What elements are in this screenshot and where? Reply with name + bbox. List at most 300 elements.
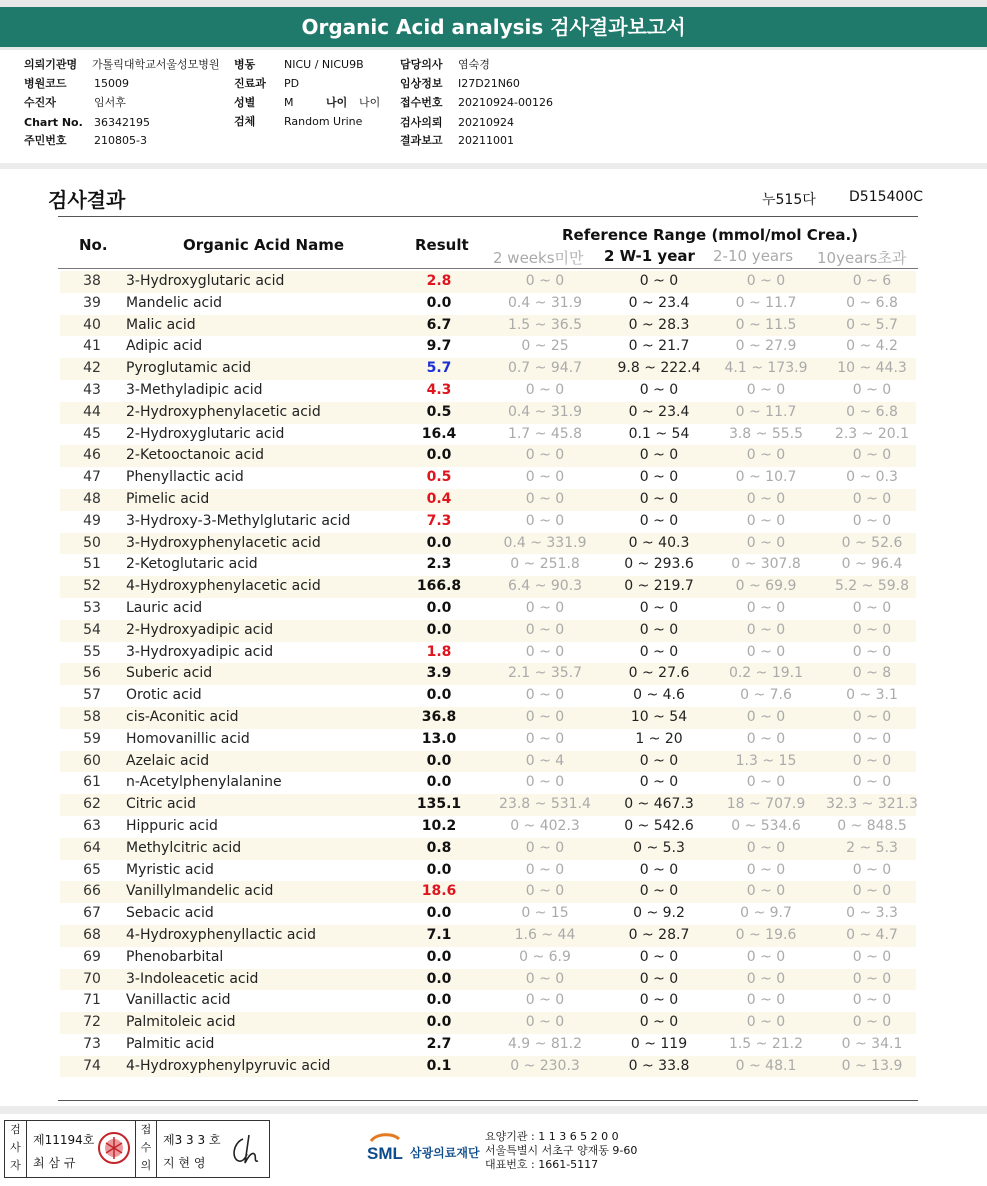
- result-value: 0.5: [426, 469, 452, 486]
- ref-range-over-10y: 0 ~ 0: [852, 1014, 892, 1031]
- row-number: 52: [83, 578, 101, 595]
- ref-range-under-2-weeks: 0 ~ 230.3: [510, 1057, 580, 1074]
- ref-range-2-10y: 0 ~ 0: [746, 730, 786, 747]
- ref-range-2w-1y: 0 ~ 293.6: [624, 556, 694, 573]
- row-number: 54: [83, 621, 101, 638]
- table-row: [60, 402, 916, 424]
- ref-range-2w-1y: 0 ~ 23.4: [628, 294, 690, 311]
- ref-range-2w-1y: 0 ~ 467.3: [624, 796, 694, 813]
- ref-range-over-10y: 0 ~ 6.8: [846, 294, 898, 311]
- ref-range-over-10y: 0 ~ 0: [852, 447, 892, 464]
- table-row: [60, 947, 916, 969]
- ref-range-2-10y: 3.8 ~ 55.5: [728, 425, 804, 442]
- row-number: 60: [83, 752, 101, 769]
- info-value: 20211001: [458, 134, 514, 147]
- ref-range-under-2-weeks: 0 ~ 402.3: [510, 817, 580, 834]
- ref-range-over-10y: 0 ~ 0: [852, 730, 892, 747]
- ref-range-under-2-weeks: 0.4 ~ 31.9: [507, 294, 583, 311]
- age-group-header: 2-10 years: [713, 247, 794, 265]
- acid-name: 2-Hydroxyglutaric acid: [126, 425, 285, 442]
- ref-range-2-10y: 0 ~ 0: [746, 534, 786, 551]
- result-value: 0.4: [426, 490, 452, 507]
- ref-range-2w-1y: 0 ~ 0: [639, 948, 679, 965]
- info-label: 접수번호: [400, 96, 443, 109]
- result-value: 16.4: [421, 425, 457, 442]
- ref-range-over-10y: 5.2 ~ 59.8: [834, 578, 910, 595]
- ref-range-2w-1y: 0 ~ 40.3: [628, 534, 690, 551]
- organization-info: [485, 1130, 637, 1172]
- ref-range-over-10y: 0 ~ 0: [852, 490, 892, 507]
- result-value: 0.0: [426, 294, 452, 311]
- row-number: 61: [83, 774, 101, 791]
- acid-name: Pimelic acid: [126, 490, 210, 507]
- acid-name: Citric acid: [126, 796, 196, 813]
- row-number: 50: [83, 534, 101, 551]
- row-number: 49: [83, 512, 101, 529]
- ref-range-2w-1y: 1 ~ 20: [635, 730, 683, 747]
- ref-range-under-2-weeks: 0 ~ 0: [525, 512, 565, 529]
- ref-range-under-2-weeks: 0 ~ 0: [525, 970, 565, 987]
- ref-range-2w-1y: 0 ~ 0: [639, 381, 679, 398]
- ref-range-over-10y: 0 ~ 0: [852, 381, 892, 398]
- ref-range-2-10y: 0 ~ 0: [746, 883, 786, 900]
- table-rule-bottom: [58, 1100, 918, 1101]
- row-number: 46: [83, 447, 101, 464]
- ref-range-over-10y: 0 ~ 52.6: [841, 534, 903, 551]
- ref-range-2-10y: 0 ~ 0: [746, 992, 786, 1009]
- acid-name: 2-Hydroxyadipic acid: [126, 621, 274, 638]
- ref-range-under-2-weeks: 0 ~ 0: [525, 447, 565, 464]
- row-number: 45: [83, 425, 101, 442]
- table-row: [60, 707, 916, 729]
- info-label: Chart No.: [24, 116, 83, 129]
- acid-name: 3-Hydroxyglutaric acid: [126, 273, 285, 289]
- ref-range-2-10y: 0 ~ 11.7: [735, 294, 797, 311]
- ref-range-2w-1y: 0 ~ 0: [639, 1014, 679, 1031]
- ref-range-under-2-weeks: 0 ~ 0: [525, 469, 565, 486]
- table-row: [60, 511, 916, 533]
- report-code: 누515다: [762, 192, 816, 208]
- result-value: 5.7: [426, 360, 452, 377]
- result-value: 1.8: [426, 643, 452, 660]
- acid-name: 4-Hydroxyphenyllactic acid: [126, 926, 316, 943]
- info-label: 성별: [234, 96, 256, 109]
- ref-range-over-10y: 0 ~ 6: [852, 273, 892, 289]
- info-value: I27D21N60: [458, 77, 520, 90]
- info-value: 20210924: [458, 116, 514, 129]
- ref-range-2w-1y: 0 ~ 0: [639, 469, 679, 486]
- row-number: 58: [83, 708, 101, 725]
- result-value: 0.0: [426, 948, 452, 965]
- table-row: [60, 663, 916, 685]
- row-number: 73: [83, 1035, 101, 1052]
- ref-range-2-10y: 0 ~ 0: [746, 447, 786, 464]
- result-value: 2.7: [426, 1035, 452, 1052]
- acid-name: 3-Hydroxyphenylacetic acid: [126, 534, 321, 551]
- ref-range-under-2-weeks: 0 ~ 0: [525, 708, 565, 725]
- result-value: 10.2: [421, 817, 457, 834]
- ref-range-2w-1y: 0 ~ 119: [630, 1035, 688, 1052]
- table-row: [60, 293, 916, 315]
- column-header-reference: Reference Range (mmol/mol Crea.): [562, 226, 859, 244]
- ref-range-2-10y: 0 ~ 0: [746, 774, 786, 791]
- table-row: [60, 424, 916, 446]
- result-value: 9.7: [426, 338, 452, 355]
- info-label: 의뢰기관명: [24, 58, 78, 71]
- ref-range-over-10y: 0 ~ 0.3: [846, 469, 898, 486]
- reviewer-label: 접 수 의: [135, 1121, 157, 1177]
- result-value: 0.0: [426, 861, 452, 878]
- ref-range-2-10y: 0 ~ 19.6: [735, 926, 797, 943]
- separator-band: [0, 163, 987, 169]
- acid-name: Adipic acid: [126, 338, 203, 355]
- red-seal-icon: [97, 1131, 131, 1165]
- ref-range-2-10y: 0 ~ 307.8: [731, 556, 801, 573]
- acid-name: Palmitoleic acid: [126, 1014, 236, 1031]
- table-row: [60, 751, 916, 773]
- info-label: 병동: [234, 58, 256, 71]
- info-label: 검사의뢰: [400, 116, 443, 129]
- result-value: 0.0: [426, 905, 452, 922]
- ref-range-over-10y: 0 ~ 34.1: [841, 1035, 903, 1052]
- table-row: [60, 467, 916, 489]
- ref-range-2-10y: 0 ~ 69.9: [735, 578, 797, 595]
- svg-text:SML: SML: [367, 1144, 403, 1163]
- table-row: [60, 576, 916, 598]
- ref-range-under-2-weeks: 0 ~ 0: [525, 599, 565, 616]
- info-value: M: [284, 96, 294, 109]
- row-number: 47: [83, 469, 101, 486]
- ref-range-under-2-weeks: 0 ~ 0: [525, 839, 565, 856]
- row-number: 57: [83, 687, 101, 704]
- result-value: 0.0: [426, 970, 452, 987]
- result-value: 7.1: [426, 926, 452, 943]
- info-value: 염숙경: [458, 58, 490, 71]
- info-label: 결과보고: [400, 134, 443, 147]
- acid-name: Azelaic acid: [126, 752, 210, 769]
- row-number: 38: [83, 273, 101, 289]
- row-number: 41: [83, 338, 101, 355]
- ref-range-under-2-weeks: 1.5 ~ 36.5: [507, 316, 583, 333]
- info-value: NICU / NICU9B: [284, 58, 364, 71]
- age-value: 나이: [359, 96, 381, 109]
- signature-box: [4, 1120, 270, 1178]
- table-rule-top: [58, 216, 918, 217]
- ref-range-over-10y: 0 ~ 0: [852, 752, 892, 769]
- info-value: 가톨릭대학교서울성모병원: [92, 58, 220, 71]
- table-row: [60, 271, 916, 293]
- acid-name: 2-Hydroxyphenylacetic acid: [126, 403, 321, 420]
- ref-range-2-10y: 0 ~ 9.7: [740, 905, 792, 922]
- ref-range-2-10y: 0 ~ 0: [746, 643, 786, 660]
- ref-range-2w-1y: 0 ~ 23.4: [628, 403, 690, 420]
- ref-range-2w-1y: 0 ~ 27.6: [628, 665, 690, 682]
- ref-range-under-2-weeks: 0 ~ 0: [525, 730, 565, 747]
- ref-range-over-10y: 0 ~ 0: [852, 883, 892, 900]
- row-number: 69: [83, 948, 101, 965]
- table-row: [60, 903, 916, 925]
- acid-name: Mandelic acid: [126, 294, 223, 311]
- ref-range-2w-1y: 0 ~ 219.7: [624, 578, 694, 595]
- table-row: [60, 358, 916, 380]
- ref-range-2-10y: 0 ~ 0: [746, 708, 786, 725]
- ref-range-2w-1y: 0 ~ 21.7: [628, 338, 690, 355]
- ref-range-under-2-weeks: 0 ~ 251.8: [510, 556, 580, 573]
- result-value: 166.8: [416, 578, 462, 595]
- ref-range-2-10y: 1.3 ~ 15: [735, 752, 797, 769]
- table-row: [60, 729, 916, 751]
- ref-range-over-10y: 0 ~ 4.2: [846, 338, 898, 355]
- row-number: 56: [83, 665, 101, 682]
- result-value: 0.1: [426, 1057, 452, 1074]
- ref-range-under-2-weeks: 23.8 ~ 531.4: [499, 796, 591, 813]
- table-row: [60, 860, 916, 882]
- ref-range-over-10y: 0 ~ 0: [852, 970, 892, 987]
- table-row: [60, 794, 916, 816]
- table-row: [60, 1056, 916, 1078]
- report-title: Organic Acid analysis 검사결과보고서: [0, 7, 987, 47]
- inspector-license: 제11194호: [33, 1133, 95, 1147]
- result-value: 0.0: [426, 447, 452, 464]
- acid-name: 2-Ketooctanoic acid: [126, 447, 264, 464]
- acid-name: 4-Hydroxyphenylacetic acid: [126, 578, 321, 595]
- ref-range-under-2-weeks: 0 ~ 0: [525, 273, 565, 289]
- ref-range-under-2-weeks: 1.7 ~ 45.8: [507, 425, 583, 442]
- ref-range-2w-1y: 0 ~ 542.6: [624, 817, 694, 834]
- ref-range-under-2-weeks: 0 ~ 0: [525, 621, 565, 638]
- ref-range-over-10y: 0 ~ 5.7: [846, 316, 898, 333]
- ref-range-2w-1y: 0 ~ 0: [639, 970, 679, 987]
- ref-range-2-10y: 0 ~ 27.9: [735, 338, 797, 355]
- table-row: [60, 336, 916, 358]
- ref-range-over-10y: 0 ~ 0: [852, 512, 892, 529]
- ref-range-under-2-weeks: 0 ~ 15: [521, 905, 569, 922]
- ref-range-2w-1y: 0 ~ 0: [639, 599, 679, 616]
- ref-range-2-10y: 0 ~ 0: [746, 273, 786, 289]
- inspector-name: 최 삼 규: [33, 1156, 76, 1170]
- acid-name: Sebacic acid: [126, 905, 214, 922]
- table-row: [60, 772, 916, 794]
- row-number: 63: [83, 817, 101, 834]
- info-label: 검체: [234, 115, 256, 128]
- info-value: Random Urine: [284, 115, 363, 128]
- row-number: 59: [83, 730, 101, 747]
- ref-range-2w-1y: 0 ~ 0: [639, 273, 679, 289]
- age-group-header: 10years초과: [817, 249, 907, 267]
- ref-range-under-2-weeks: 0 ~ 0: [525, 883, 565, 900]
- ref-range-under-2-weeks: 0.7 ~ 94.7: [507, 360, 583, 377]
- table-row: [60, 685, 916, 707]
- ref-range-over-10y: 0 ~ 848.5: [837, 817, 907, 834]
- ref-range-2-10y: 0 ~ 534.6: [731, 817, 801, 834]
- ref-range-2w-1y: 0 ~ 4.6: [633, 687, 685, 704]
- ref-range-2w-1y: 0 ~ 0: [639, 883, 679, 900]
- acid-name: 3-Hydroxyadipic acid: [126, 643, 274, 660]
- ref-range-under-2-weeks: 1.6 ~ 44: [514, 926, 576, 943]
- info-label: 진료과: [234, 77, 266, 90]
- result-value: 0.0: [426, 687, 452, 704]
- table-row: [60, 380, 916, 402]
- result-value: 0.0: [426, 1014, 452, 1031]
- acid-name: Homovanillic acid: [126, 730, 250, 747]
- acid-name: Phenyllactic acid: [126, 469, 244, 486]
- acid-name: Hippuric acid: [126, 817, 218, 834]
- ref-range-over-10y: 0 ~ 0: [852, 708, 892, 725]
- result-value: 0.5: [426, 403, 452, 420]
- ref-range-2-10y: 0 ~ 7.6: [740, 687, 792, 704]
- ref-range-under-2-weeks: 4.9 ~ 81.2: [507, 1035, 583, 1052]
- acid-name: Methylcitric acid: [126, 839, 242, 856]
- ref-range-over-10y: 2.3 ~ 20.1: [834, 425, 910, 442]
- ref-range-under-2-weeks: 0 ~ 0: [525, 381, 565, 398]
- info-label: 임상정보: [400, 77, 443, 90]
- table-row: [60, 969, 916, 991]
- ref-range-2-10y: 0 ~ 11.5: [735, 316, 797, 333]
- ref-range-under-2-weeks: 0 ~ 25: [521, 338, 569, 355]
- ref-range-over-10y: 2 ~ 5.3: [846, 839, 898, 856]
- acid-name: 3-Methyladipic acid: [126, 381, 263, 398]
- ref-range-2w-1y: 0 ~ 0: [639, 447, 679, 464]
- reviewer-name: 지 현 영: [163, 1156, 206, 1170]
- ref-range-2w-1y: 9.8 ~ 222.4: [617, 360, 701, 377]
- ref-range-over-10y: 0 ~ 0: [852, 643, 892, 660]
- ref-range-2-10y: 0 ~ 0: [746, 381, 786, 398]
- column-header-result: Result: [415, 236, 469, 254]
- acid-name: Vanillylmandelic acid: [126, 883, 274, 900]
- info-label: 병원코드: [24, 77, 67, 90]
- ref-range-over-10y: 10 ~ 44.3: [837, 360, 907, 377]
- table-row: [60, 620, 916, 642]
- section-title: 검사결과: [48, 188, 126, 212]
- acid-name: cis-Aconitic acid: [126, 708, 239, 725]
- age-label: 나이: [326, 96, 348, 109]
- ref-range-over-10y: 0 ~ 0: [852, 599, 892, 616]
- ref-range-2-10y: 0 ~ 0: [746, 839, 786, 856]
- table-row: [60, 598, 916, 620]
- info-label: 주민번호: [24, 134, 67, 147]
- info-value: 15009: [94, 77, 129, 90]
- info-value: 임서후: [94, 96, 126, 109]
- ref-range-over-10y: 0 ~ 0: [852, 992, 892, 1009]
- result-value: 18.6: [421, 883, 457, 900]
- acid-name: Lauric acid: [126, 599, 203, 616]
- ref-range-2w-1y: 0 ~ 0: [639, 643, 679, 660]
- row-number: 66: [83, 883, 101, 900]
- ref-range-over-10y: 32.3 ~ 321.3: [826, 796, 918, 813]
- ref-range-2-10y: 0 ~ 0: [746, 970, 786, 987]
- result-value: 3.9: [426, 665, 452, 682]
- ref-range-2w-1y: 0 ~ 0: [639, 774, 679, 791]
- row-number: 70: [83, 970, 101, 987]
- ref-range-2w-1y: 0 ~ 0: [639, 752, 679, 769]
- ref-range-over-10y: 0 ~ 8: [852, 665, 892, 682]
- row-number: 64: [83, 839, 101, 856]
- table-row: [60, 554, 916, 576]
- ref-range-2w-1y: 0 ~ 0: [639, 861, 679, 878]
- result-value: 7.3: [426, 512, 452, 529]
- ref-range-2-10y: 0 ~ 10.7: [735, 469, 797, 486]
- result-value: 0.0: [426, 599, 452, 616]
- row-number: 68: [83, 926, 101, 943]
- result-value: 135.1: [416, 796, 462, 813]
- row-number: 72: [83, 1014, 101, 1031]
- ref-range-over-10y: 0 ~ 0: [852, 861, 892, 878]
- ref-range-2-10y: 0 ~ 0: [746, 512, 786, 529]
- inspector-label: 검 사 자: [5, 1121, 27, 1177]
- separator-band: [0, 1106, 987, 1114]
- ref-range-over-10y: 0 ~ 3.3: [846, 905, 898, 922]
- ref-range-under-2-weeks: 0 ~ 0: [525, 687, 565, 704]
- table-row: [60, 642, 916, 664]
- ref-range-under-2-weeks: 0.4 ~ 331.9: [503, 534, 587, 551]
- ref-range-2-10y: 0 ~ 0: [746, 599, 786, 616]
- result-value: 0.0: [426, 992, 452, 1009]
- ref-range-over-10y: 0 ~ 4.7: [846, 926, 898, 943]
- row-number: 53: [83, 599, 101, 616]
- ref-range-under-2-weeks: 0 ~ 4: [525, 752, 565, 769]
- table-row: [60, 1034, 916, 1056]
- table-row: [60, 925, 916, 947]
- ref-range-2-10y: 0 ~ 0: [746, 621, 786, 638]
- results-table: [60, 271, 916, 1077]
- row-number: 48: [83, 490, 101, 507]
- ref-range-2-10y: 0.2 ~ 19.1: [728, 665, 804, 682]
- acid-name: 2-Ketoglutaric acid: [126, 556, 258, 573]
- ref-range-2w-1y: 0 ~ 28.3: [628, 316, 690, 333]
- table-row: [60, 1012, 916, 1034]
- ref-range-2w-1y: 0 ~ 33.8: [628, 1057, 690, 1074]
- ref-range-over-10y: 0 ~ 6.8: [846, 403, 898, 420]
- info-value: 20210924-00126: [458, 96, 553, 109]
- column-header-no: No.: [79, 236, 108, 254]
- acid-name: Palmitic acid: [126, 1035, 215, 1052]
- row-number: 55: [83, 643, 101, 660]
- ref-range-2w-1y: 0 ~ 5.3: [633, 839, 685, 856]
- result-value: 13.0: [421, 730, 457, 747]
- acid-name: 3-Indoleacetic acid: [126, 970, 259, 987]
- ref-range-2-10y: 0 ~ 0: [746, 861, 786, 878]
- report-code: D515400C: [849, 189, 923, 205]
- ref-range-under-2-weeks: 6.4 ~ 90.3: [507, 578, 583, 595]
- result-value: 0.8: [426, 839, 452, 856]
- age-group-header: 2 weeks미만: [493, 249, 584, 267]
- ref-range-2w-1y: 0.1 ~ 54: [628, 425, 690, 442]
- acid-name: 3-Hydroxy-3-Methylglutaric acid: [126, 512, 351, 529]
- ref-range-2-10y: 0 ~ 11.7: [735, 403, 797, 420]
- row-number: 74: [83, 1057, 101, 1074]
- result-value: 6.7: [426, 316, 452, 333]
- acid-name: Vanillactic acid: [126, 992, 231, 1009]
- ref-range-under-2-weeks: 0 ~ 0: [525, 774, 565, 791]
- organization-name: 삼광의료재단: [410, 1146, 480, 1160]
- ref-range-2w-1y: 0 ~ 0: [639, 621, 679, 638]
- row-number: 65: [83, 861, 101, 878]
- result-value: 4.3: [426, 381, 452, 398]
- ref-range-under-2-weeks: 0.4 ~ 31.9: [507, 403, 583, 420]
- table-row: [60, 990, 916, 1012]
- ref-range-over-10y: 0 ~ 0: [852, 774, 892, 791]
- ref-range-2w-1y: 0 ~ 9.2: [633, 905, 685, 922]
- acid-name: Pyroglutamic acid: [126, 360, 252, 377]
- ref-range-under-2-weeks: 0 ~ 6.9: [519, 948, 571, 965]
- result-value: 0.0: [426, 752, 452, 769]
- reviewer-license: 제3 3 3 호: [163, 1133, 221, 1147]
- table-row: [60, 315, 916, 337]
- row-number: 71: [83, 992, 101, 1009]
- table-row: [60, 881, 916, 903]
- ref-range-under-2-weeks: 0 ~ 0: [525, 861, 565, 878]
- column-header-name: Organic Acid Name: [183, 236, 345, 254]
